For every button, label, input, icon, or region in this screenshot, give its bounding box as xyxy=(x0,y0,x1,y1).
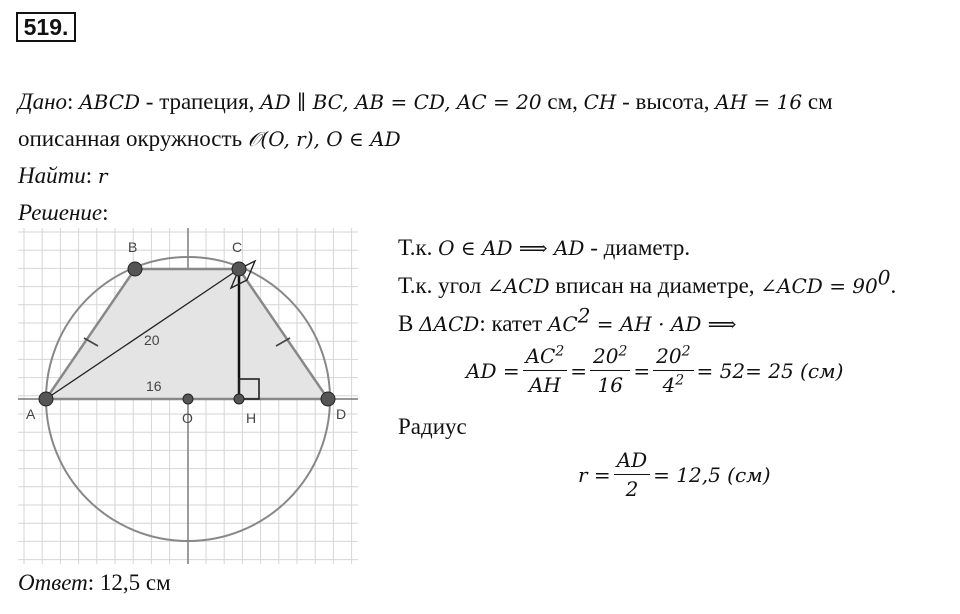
given-circle-text: описанная окружность xyxy=(18,126,248,151)
answer-label: Ответ xyxy=(18,570,88,595)
point-h xyxy=(234,394,244,404)
step-1 xyxy=(398,233,690,263)
step-3 xyxy=(398,303,737,339)
step-3-mid: : катет xyxy=(479,311,548,336)
frac-r-den: 2 xyxy=(625,477,639,501)
frac-r-num: AD xyxy=(614,447,650,475)
given-circle-math: 𝒪(O, r), O ∈ AD xyxy=(247,127,401,151)
formula-r-result: = 12,5 (см) xyxy=(653,462,771,487)
frac2-den: 16 xyxy=(597,373,623,397)
given-label: Дано xyxy=(18,89,68,114)
given-segment: ABCD xyxy=(79,90,141,114)
label-c: C xyxy=(232,239,243,255)
frac3-den: 4 xyxy=(662,373,676,397)
formula-ad-tail: = 5 xyxy=(696,358,733,383)
find-label: Найти xyxy=(18,163,86,188)
frac1-den: AH xyxy=(528,373,561,397)
given-segment: см, xyxy=(541,89,584,114)
step-2-prefix: Т.к. угол xyxy=(398,273,487,298)
given-line-2 xyxy=(18,124,401,154)
solution-line xyxy=(18,198,109,228)
formula-r xyxy=(578,447,771,502)
step-3-leg: AC xyxy=(547,312,578,336)
find-value: r xyxy=(97,164,108,188)
formula-ad-eq2: = xyxy=(633,358,651,383)
label-length-ac: 20 xyxy=(144,332,160,348)
label-a: A xyxy=(26,406,36,422)
find-sep: : xyxy=(85,163,98,188)
frac1-num: AC xyxy=(525,344,556,368)
step-3-prefix: В xyxy=(398,311,420,336)
frac3-num-sup: 2 xyxy=(681,343,691,360)
frac3-num: 20 xyxy=(656,344,682,368)
label-d: D xyxy=(336,406,347,422)
solution-label: Решение xyxy=(18,200,103,225)
formula-ad-eq1: = xyxy=(570,358,588,383)
label-length-ah: 16 xyxy=(146,378,162,394)
step-1-math: O ∈ AD ⟹ AD xyxy=(438,236,585,260)
point-a xyxy=(39,392,53,406)
label-h: H xyxy=(246,410,257,426)
step-2 xyxy=(398,265,897,301)
formula-ad: AD = $\frac{AC^2}{AH}$ = $\frac{20^2}{16}$ = $\frac{20^2}{4^2}$ = 5 2 = 25 (см) xyxy=(466,343,844,397)
label-o: O xyxy=(182,410,193,426)
given-segment: - трапеция, xyxy=(140,89,261,114)
given-segment: AH = 16 xyxy=(715,90,803,114)
given-segment: см xyxy=(802,89,833,114)
frac2-num-sup: 2 xyxy=(618,343,628,360)
geometry-figure xyxy=(18,228,358,564)
step-1-prefix: Т.к. xyxy=(398,235,439,260)
problem-number: 519. xyxy=(16,12,76,42)
given-segment: AD ∥ BC, AB = CD, AC = 20 xyxy=(260,90,542,114)
radius-label: Радиус xyxy=(398,414,467,439)
formula-r-lhs: r = xyxy=(578,462,611,487)
step-2-angle: ∠ACD xyxy=(486,274,550,298)
step-2-mid: вписан на диаметре, xyxy=(549,273,761,298)
given-line-1 xyxy=(18,87,833,117)
answer-line xyxy=(18,568,171,598)
given-segment: - высота, xyxy=(616,89,716,114)
step-2-equation: ∠ACD = 90 xyxy=(760,274,878,298)
fraction-ad-2 xyxy=(614,447,650,502)
trapezoid-abcd xyxy=(46,269,328,399)
step-2-end: . xyxy=(890,273,897,298)
given-segment: : xyxy=(67,89,80,114)
point-d xyxy=(321,392,335,406)
label-b: B xyxy=(128,239,138,255)
step-1-suffix: - диаметр. xyxy=(584,235,691,260)
fraction-20sq-16 xyxy=(590,343,630,398)
given-segment: CH xyxy=(583,90,617,114)
formula-ad-lhs: AD = xyxy=(466,358,520,383)
point-o xyxy=(183,394,193,404)
fraction-20sq-4sq xyxy=(653,343,693,398)
step-3-triangle: ΔACD xyxy=(419,312,480,336)
step-2-degree: 0 xyxy=(877,265,891,290)
frac3-den-sup: 2 xyxy=(675,372,685,389)
formula-ad-result: = 25 (см) xyxy=(745,358,844,383)
frac1-num-sup: 2 xyxy=(555,343,565,360)
point-c xyxy=(232,262,246,276)
answer-value: : 12,5 см xyxy=(87,570,171,595)
point-b xyxy=(128,262,142,276)
given-statement xyxy=(67,89,833,114)
frac2-num: 20 xyxy=(593,344,619,368)
step-3-relation: = AH · AD ⟹ xyxy=(590,312,737,336)
fraction-ac2-ah xyxy=(523,343,568,398)
solution-sep: : xyxy=(102,200,109,225)
find-line xyxy=(18,161,107,191)
step-3-square: 2 xyxy=(577,303,591,328)
